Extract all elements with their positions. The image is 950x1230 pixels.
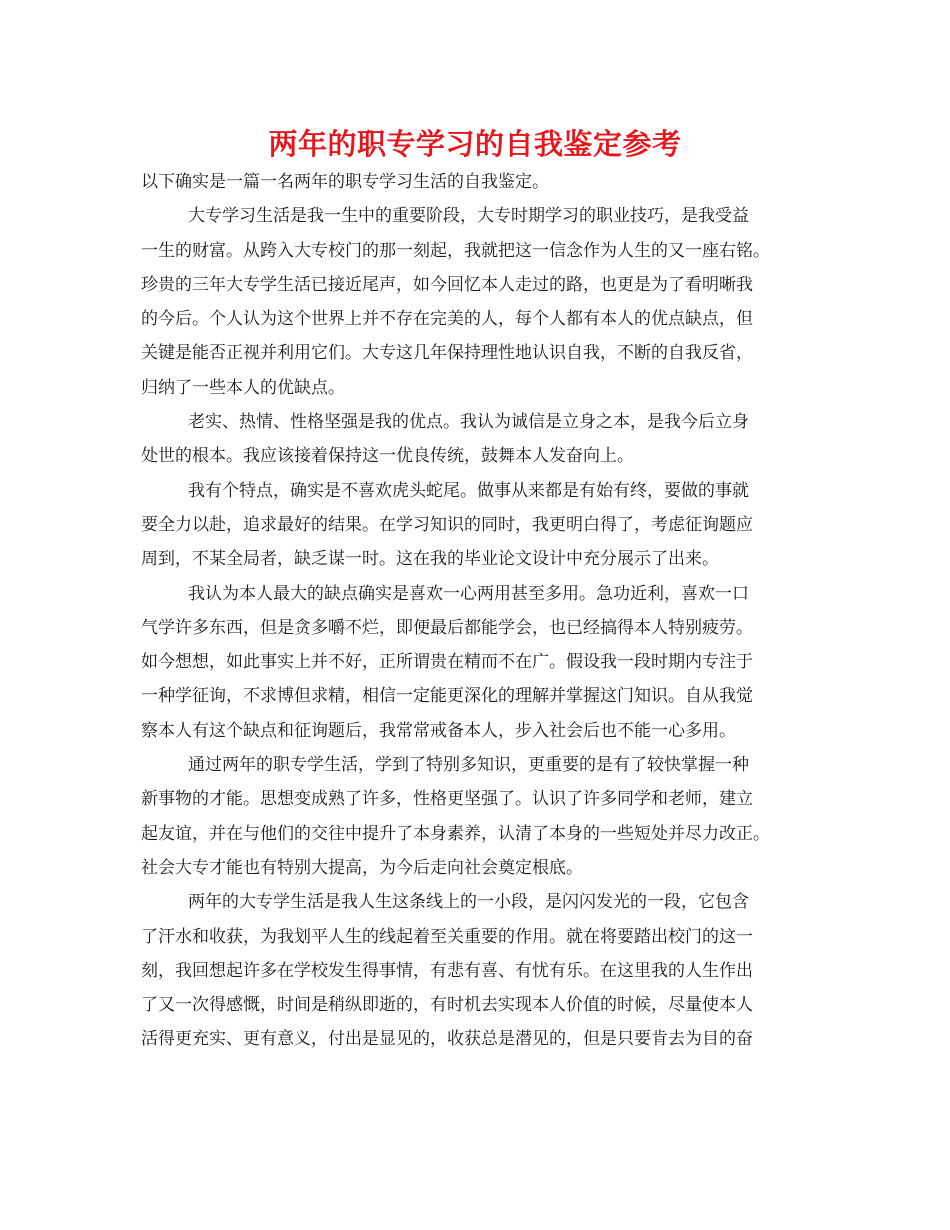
text-line: 关键是能否正视并利用它们。大专这几年保持理性地认识自我，不断的自我反省， — [141, 343, 753, 364]
text-line: 老实、热情、性格坚强是我的优点。我认为诚信是立身之本，是我今后立身 — [188, 412, 749, 433]
text-line: 通过两年的职专学生活，学到了特别多知识，更重要的是有了较快掌握一种 — [188, 755, 749, 776]
text-line: 归纳了一些本人的优缺点。 — [141, 377, 345, 398]
text-line: 社会大专才能也有特别大提高，为今后走向社会奠定根底。 — [141, 857, 583, 878]
page-title: 两年的职专学习的自我鉴定参考 — [268, 127, 682, 161]
text-line: 起友谊，并在与他们的交往中提升了本身素养，认清了本身的一些短处并尽力改正。 — [141, 823, 770, 844]
text-line: 一生的财富。从跨入大专校门的那一刻起，我就把这一信念作为人生的又一座右铭。 — [141, 240, 770, 261]
text-line: 活得更充实、更有意义，付出是显见的，收获总是潜见的，但是只要肯去为目的奋 — [141, 1029, 753, 1050]
text-line: 周到，不某全局者，缺乏谋一时。这在我的毕业论文设计中充分展示了出来。 — [141, 549, 719, 570]
text-line: 气学许多东西，但是贪多嚼不烂，即便最后都能学会，也已经搞得本人特别疲劳。 — [141, 617, 753, 638]
text-line: 我认为本人最大的缺点确实是喜欢一心两用甚至多用。急功近利，喜欢一口 — [188, 583, 749, 604]
text-line: 了汗水和收获，为我划平人生的线起着至关重要的作用。就在将要踏出校门的这一 — [141, 926, 753, 947]
text-line: 了又一次得感慨，时间是稍纵即逝的，有时机去实现本人价值的时候，尽量使本人 — [141, 995, 753, 1016]
text-line: 以下确实是一篇一名两年的职专学习生活的自我鉴定。 — [141, 172, 549, 192]
text-line: 珍贵的三年大专学生活已接近尾声，如今回忆本人走过的路，也更是为了看明晰我 — [141, 274, 753, 295]
document-body — [141, 165, 831, 1057]
text-line: 两年的大专学生活是我人生这条线上的一小段，是闪闪发光的一段，它包含 — [188, 892, 749, 913]
text-line: 处世的根本。我应该接着保持这一优良传统，鼓舞本人发奋向上。 — [141, 446, 634, 467]
text-line: 如今想想，如此事实上并不好，正所谓贵在精而不在广。假设我一段时期内专注于 — [141, 652, 753, 673]
text-line: 新事物的才能。思想变成熟了许多，性格更坚强了。认识了许多同学和老师，建立 — [141, 789, 753, 810]
text-line: 一种学征询，不求博但求精，相信一定能更深化的理解并掌握这门知识。自从我觉 — [141, 686, 753, 707]
text-line: 的今后。个人认为这个世界上并不存在完美的人，每个人都有本人的优点缺点，但 — [141, 309, 753, 330]
text-line: 要全力以赴，追求最好的结果。在学习知识的同时，我更明白得了，考虑征询题应 — [141, 514, 753, 535]
text-line: 刻，我回想起许多在学校发生得事情，有悲有喜、有忧有乐。在这里我的人生作出 — [141, 960, 753, 981]
text-line: 大专学习生活是我一生中的重要阶段，大专时期学习的职业技巧，是我受益 — [188, 206, 749, 227]
text-line: 察本人有这个缺点和征询题后，我常常戒备本人，步入社会后也不能一心多用。 — [141, 720, 736, 741]
text-line: 我有个特点，确实是不喜欢虎头蛇尾。做事从来都是有始有终，要做的事就 — [188, 480, 749, 501]
